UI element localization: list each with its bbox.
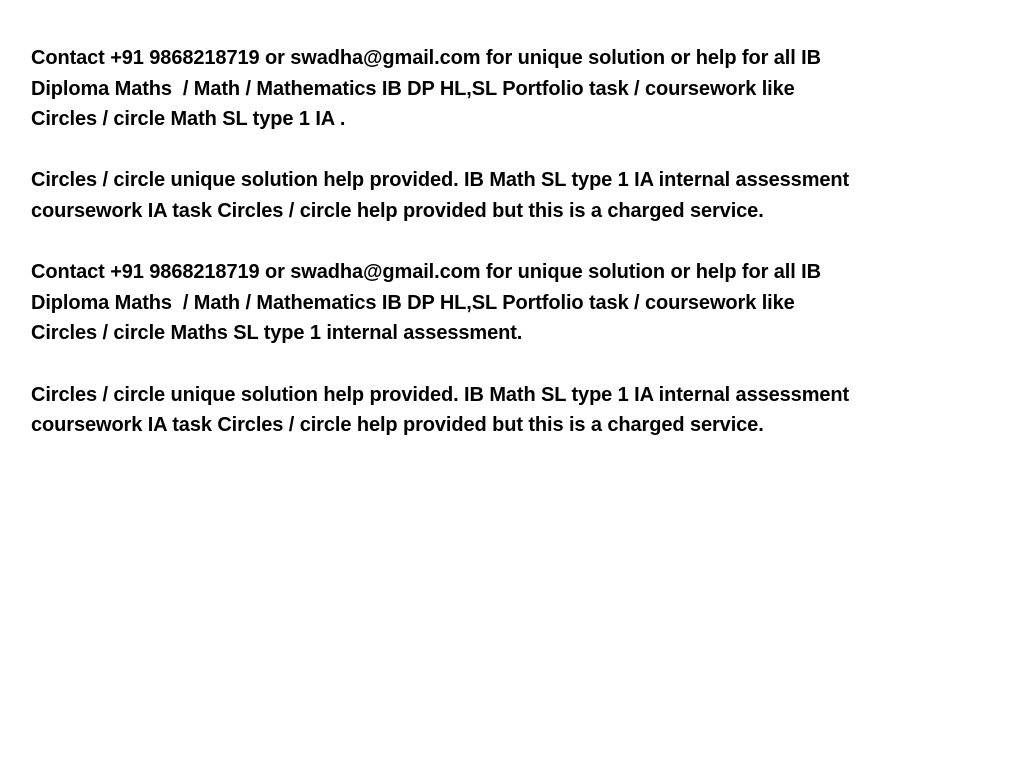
text-line: coursework IA task Circles / circle help provided but this is a charged service.	[31, 414, 764, 437]
text-line: coursework IA task Circles / circle help provided but this is a charged service.	[31, 199, 764, 222]
paragraph-contact-2	[31, 257, 991, 349]
text-line: Circles / circle unique solution help provided. IB Math SL type 1 IA internal assessment	[31, 383, 850, 406]
paragraph-contact-1	[31, 43, 991, 135]
text-line: Contact +91 9868218719 or swadha@gmail.com for unique solution or help for all IB	[31, 47, 821, 69]
text-line: Circles / circle Maths SL type 1 internal assessment.	[31, 322, 523, 345]
text-line: Contact +91 9868218719 or swadha@gmail.com for unique solution or help for all IB	[31, 261, 821, 284]
text-line: Diploma Maths / Math / Mathematics IB DP HL,SL Portfolio task / coursework like	[31, 77, 795, 100]
paragraph-service-1	[31, 165, 991, 226]
text-line: Circles / circle Math SL type 1 IA .	[31, 108, 346, 131]
text-line: Circles / circle unique solution help provided. IB Math SL type 1 IA internal assessment	[31, 169, 850, 192]
text-line: Diploma Maths / Math / Mathematics IB DP HL,SL Portfolio task / coursework like	[31, 291, 795, 314]
slide-text-body	[31, 43, 991, 471]
paragraph-service-2	[31, 380, 991, 441]
